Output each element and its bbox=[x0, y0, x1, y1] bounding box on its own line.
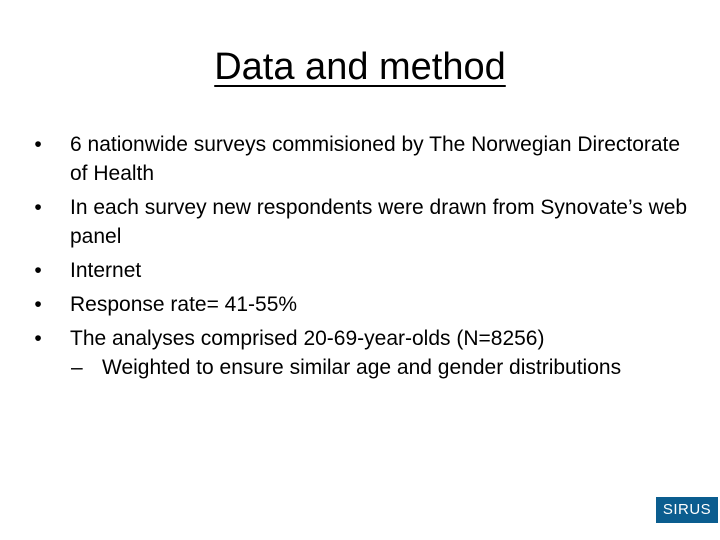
bullet-text: The analyses comprised 20-69-year-olds (N=8256) bbox=[70, 327, 545, 350]
bullet-list bbox=[30, 130, 690, 382]
bullet-text: In each survey new respondents were drawn from Synovate’s web panel bbox=[70, 196, 688, 248]
bullet-item bbox=[30, 193, 690, 251]
bullet-item bbox=[30, 290, 690, 319]
bullet-text: 6 nationwide surveys commisioned by The Norwegian Directorate of Health bbox=[70, 133, 681, 185]
bullet-marker: • bbox=[34, 259, 42, 282]
slide-title-text: Data and method bbox=[214, 46, 506, 88]
bullet-text: Internet bbox=[70, 259, 142, 282]
sub-bullet-item bbox=[30, 353, 690, 382]
bullet-item bbox=[30, 324, 690, 353]
bullet-marker: • bbox=[34, 293, 42, 316]
bullet-text: Response rate= 41-55% bbox=[70, 293, 298, 316]
bullet-item bbox=[30, 130, 690, 188]
bullet-marker: • bbox=[34, 196, 42, 219]
bullet-marker: • bbox=[34, 327, 42, 350]
bullet-item bbox=[30, 256, 690, 285]
bullet-marker: • bbox=[34, 133, 42, 156]
sub-bullet-marker: – bbox=[71, 356, 83, 379]
sirus-logo: SIRUS bbox=[656, 497, 718, 523]
slide-title bbox=[0, 44, 720, 90]
sub-bullet-text: Weighted to ensure similar age and gender distributions bbox=[102, 356, 622, 379]
